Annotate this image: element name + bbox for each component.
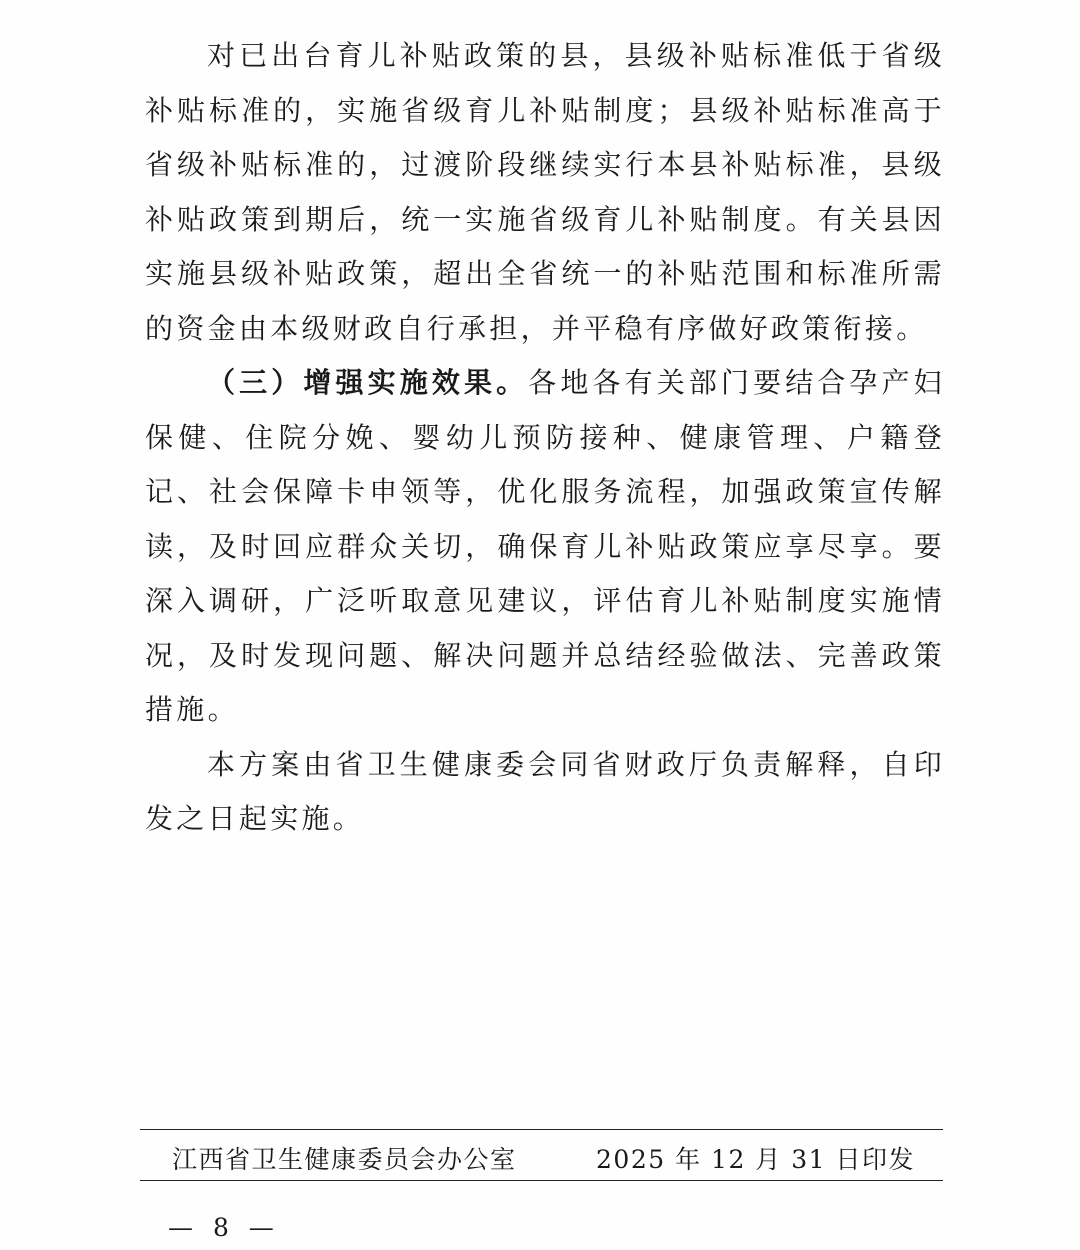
paragraph-text: 本方案由省卫生健康委会同省财政厅负责解释，自印发之日起实施。 bbox=[145, 747, 945, 835]
section-heading: （三）增强实施效果。 bbox=[207, 366, 529, 399]
paragraph-interpretation bbox=[145, 738, 945, 847]
paragraph-text: 对已出台育儿补贴政策的县，县级补贴标准低于省级补贴标准的，实施省级育儿补贴制度；县级补贴标准高于省级补贴标准的，过渡阶段继续实行本县补贴标准，县级补贴政策到期后，统一实施省级育儿补贴制度。有关县因实施县级补贴政策，超出全省统一的补贴范围和标准所需的资金由本级财政自行承担，并平稳有序做好政策衔接。 bbox=[145, 39, 945, 345]
page-number: — 8 — bbox=[168, 1213, 280, 1242]
footer-rule-top bbox=[140, 1129, 943, 1130]
document-body bbox=[145, 29, 945, 847]
paragraph-strengthen-effect bbox=[145, 356, 945, 738]
footer-rule-bottom bbox=[140, 1180, 943, 1181]
paragraph-text: 各地各有关部门要结合孕产妇保健、住院分娩、婴幼儿预防接种、健康管理、户籍登记、社会保障卡申领等，优化服务流程，加强政策宣传解读，及时回应群众关切，确保育儿补贴政策应享尽享。要深入调研，广泛听取意见建议，评估育儿补贴制度实施情况，及时发现问题、解决问题并总结经验做法、完善政策措施。 bbox=[145, 366, 945, 726]
issuing-office: 江西省卫生健康委员会办公室 bbox=[172, 1145, 517, 1174]
issue-date: 2025 年 12 月 31 日印发 bbox=[596, 1145, 915, 1174]
paragraph-county-subsidy-transition bbox=[145, 29, 945, 356]
